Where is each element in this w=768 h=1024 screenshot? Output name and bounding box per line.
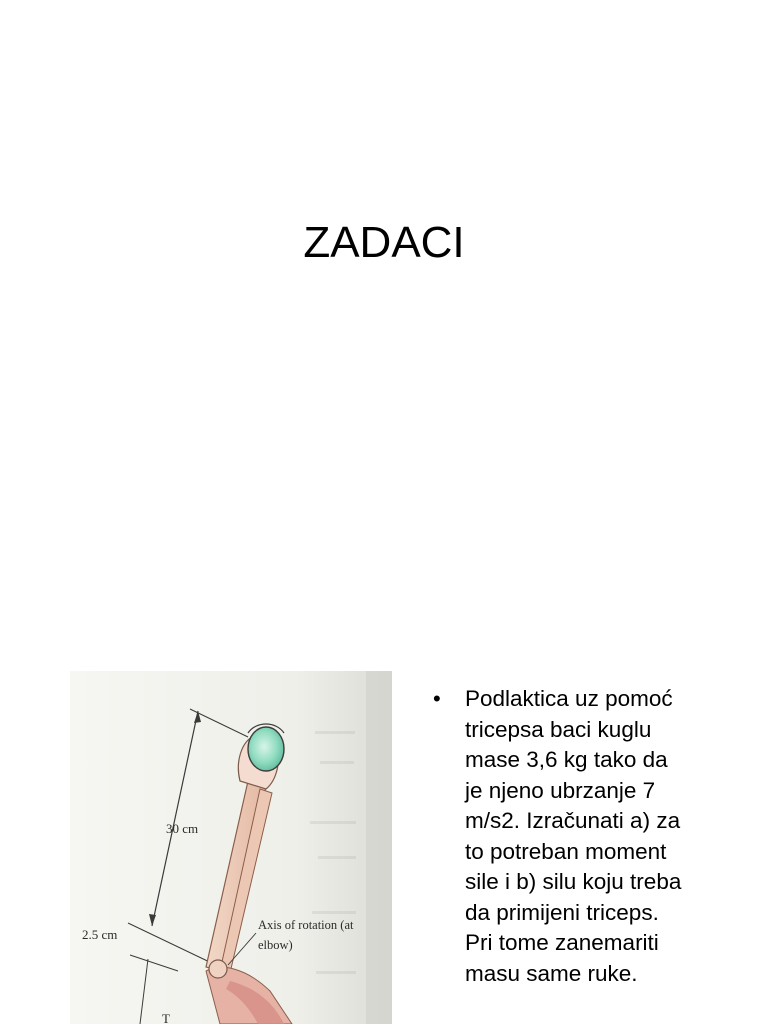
bullet-dot-icon: •: [433, 686, 441, 711]
bullet-text: Podlaktica uz pomoć tricepsa baci kuglu mase 3,6 kg tako da je njeno ubrzanje 7 m/s2. Izračunati a) za to potreban moment sile i b) silu koju treba da primijeni triceps. Pri tome zanemariti masu same ruke.: [465, 686, 682, 986]
label-axis-line1: Axis of rotation (at: [258, 918, 354, 932]
shot-put-ball: [248, 727, 284, 771]
label-30cm: 30 cm: [166, 821, 199, 836]
label-cropped: T: [162, 1011, 170, 1024]
scan-edge-shadow: [366, 671, 392, 1024]
slide-title: ZADACI: [303, 218, 465, 267]
bullet-item: [433, 684, 733, 989]
forearm-diagram: [70, 671, 392, 1024]
label-2-5cm: 2.5 cm: [82, 927, 118, 942]
label-axis-line2: elbow): [258, 938, 293, 952]
elbow-joint: [209, 960, 227, 978]
bullet-list: [433, 684, 733, 989]
forearm-diagram-svg: [70, 671, 392, 1024]
